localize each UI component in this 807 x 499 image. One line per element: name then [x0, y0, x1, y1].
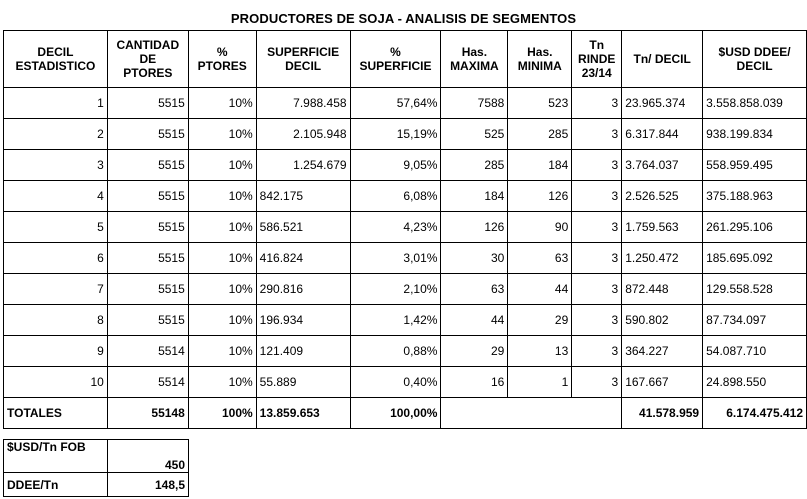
table-cell: 558.959.495 — [703, 150, 807, 181]
totals-label: TOTALES — [4, 398, 108, 429]
table-cell: 290.816 — [256, 274, 350, 305]
table-cell: 44 — [441, 305, 508, 336]
table-cell: 5514 — [107, 367, 188, 398]
footer-fob-label: $USD/Tn FOB — [4, 440, 108, 473]
table-cell: 8 — [4, 305, 108, 336]
table-cell: 3 — [572, 181, 622, 212]
footer-ddee-label: DDEE/Tn — [4, 473, 108, 497]
table-cell: 523 — [508, 88, 572, 119]
column-header — [4, 31, 108, 88]
table-cell: 5515 — [107, 243, 188, 274]
table-cell: 10% — [188, 212, 256, 243]
column-header — [350, 31, 441, 88]
table-cell: 126 — [441, 212, 508, 243]
table-cell: 5514 — [107, 336, 188, 367]
table-cell: 5 — [4, 212, 108, 243]
column-header — [572, 31, 622, 88]
totals-pct-superficie: 100,00% — [350, 398, 441, 429]
table-title: PRODUCTORES DE SOJA - ANALISIS DE SEGMENTOS — [230, 11, 577, 26]
table-cell: 5515 — [107, 305, 188, 336]
table-cell: 63 — [508, 243, 572, 274]
table-cell: 10% — [188, 181, 256, 212]
table-cell: 16 — [441, 367, 508, 398]
table-cell: 10 — [4, 367, 108, 398]
header-text: MINIMA — [517, 59, 562, 73]
table-cell: 938.199.834 — [703, 119, 807, 150]
header-text: DECIL — [285, 59, 322, 73]
header-text: PTORES — [197, 59, 247, 73]
table-cell: 7.988.458 — [256, 88, 350, 119]
table-cell: 1 — [508, 367, 572, 398]
table-row — [4, 367, 807, 398]
table-cell: 3 — [572, 88, 622, 119]
table-cell: 3 — [572, 274, 622, 305]
table-cell: 3 — [572, 336, 622, 367]
table-row — [4, 119, 807, 150]
header-text: Tn — [589, 38, 605, 52]
table-cell: 5515 — [107, 88, 188, 119]
table-cell: 0,40% — [350, 367, 441, 398]
header-text: ESTADISTICO — [15, 59, 96, 73]
table-cell: 3 — [572, 243, 622, 274]
table-cell: 90 — [508, 212, 572, 243]
table-cell: 10% — [188, 150, 256, 181]
header-text: 23/14 — [581, 66, 612, 80]
table-cell: 4,23% — [350, 212, 441, 243]
table-row — [4, 88, 807, 119]
table-cell: 5515 — [107, 212, 188, 243]
table-cell: 184 — [508, 150, 572, 181]
table-cell: 525 — [441, 119, 508, 150]
table-cell: 586.521 — [256, 212, 350, 243]
table-cell: 23.965.374 — [622, 88, 703, 119]
header-text: SUPERFICIE — [267, 45, 340, 59]
table-cell: 5515 — [107, 274, 188, 305]
table-cell: 5515 — [107, 181, 188, 212]
table-cell: 57,64% — [350, 88, 441, 119]
table-cell: 3 — [572, 212, 622, 243]
table-cell: 55.889 — [256, 367, 350, 398]
header-text: % — [216, 45, 228, 59]
table-cell: 9 — [4, 336, 108, 367]
table-cell: 1.759.563 — [622, 212, 703, 243]
header-text: CANTIDAD — [116, 38, 180, 52]
table-cell: 4 — [4, 181, 108, 212]
table-cell: 87.734.097 — [703, 305, 807, 336]
table-cell: 285 — [441, 150, 508, 181]
table-cell: 121.409 — [256, 336, 350, 367]
header-text: Has. — [461, 45, 488, 59]
table-row — [4, 243, 807, 274]
table-cell: 10% — [188, 88, 256, 119]
totals-row — [4, 398, 807, 429]
table-cell: 10% — [188, 367, 256, 398]
table-cell: 10% — [188, 119, 256, 150]
table-cell: 872.448 — [622, 274, 703, 305]
table-cell: 196.934 — [256, 305, 350, 336]
table-cell: 5515 — [107, 119, 188, 150]
table-cell: 44 — [508, 274, 572, 305]
table-cell: 0,88% — [350, 336, 441, 367]
table-cell: 7 — [4, 274, 108, 305]
header-text: % — [390, 45, 401, 59]
header-text: DECIL — [736, 59, 773, 73]
table-cell: 2,10% — [350, 274, 441, 305]
footer-ddee-value: 148,5 — [108, 473, 189, 497]
table-cell: 24.898.550 — [703, 367, 807, 398]
table-cell: 261.295.106 — [703, 212, 807, 243]
table-cell: 364.227 — [622, 336, 703, 367]
column-header — [107, 31, 188, 88]
table-row — [4, 181, 807, 212]
table-row — [4, 305, 807, 336]
table-cell: 13 — [508, 336, 572, 367]
header-text: MAXIMA — [450, 59, 499, 73]
column-header — [188, 31, 256, 88]
totals-empty — [441, 398, 622, 429]
header-text: $USD DDEE/ — [718, 45, 791, 59]
table-cell: 6.317.844 — [622, 119, 703, 150]
table-cell: 1.254.679 — [256, 150, 350, 181]
column-header — [703, 31, 807, 88]
header-text: DECIL — [37, 45, 74, 59]
table-row — [4, 274, 807, 305]
table-cell: 375.188.963 — [703, 181, 807, 212]
header-text: RINDE — [578, 52, 616, 66]
column-header — [441, 31, 508, 88]
table-cell: 3 — [572, 119, 622, 150]
table-cell: 29 — [441, 336, 508, 367]
table-cell: 3 — [572, 305, 622, 336]
footer-fob-value: 450 — [108, 440, 189, 473]
header-row — [4, 31, 807, 88]
header-text: Tn/ DECIL — [633, 52, 691, 66]
column-header — [256, 31, 350, 88]
table-cell: 63 — [441, 274, 508, 305]
table-row — [4, 150, 807, 181]
table-cell: 126 — [508, 181, 572, 212]
header-text: Has. — [527, 45, 553, 59]
totals-tn: 41.578.959 — [622, 398, 703, 429]
table-cell: 167.667 — [622, 367, 703, 398]
table-cell: 6 — [4, 243, 108, 274]
header-text: SUPERFICIE — [359, 59, 432, 73]
table-cell: 285 — [508, 119, 572, 150]
table-cell: 2.105.948 — [256, 119, 350, 150]
table-cell: 3.558.858.039 — [703, 88, 807, 119]
table-cell: 10% — [188, 305, 256, 336]
totals-cantidad: 55148 — [107, 398, 188, 429]
footer-table — [3, 439, 189, 497]
header-text: PTORES — [123, 66, 173, 80]
table-cell: 3 — [4, 150, 108, 181]
table-cell: 1,42% — [350, 305, 441, 336]
table-cell: 54.087.710 — [703, 336, 807, 367]
table-row — [4, 336, 807, 367]
table-cell: 3 — [572, 367, 622, 398]
table-cell: 5515 — [107, 150, 188, 181]
table-cell: 185.695.092 — [703, 243, 807, 274]
table-cell: 2 — [4, 119, 108, 150]
table-cell: 29 — [508, 305, 572, 336]
column-header — [508, 31, 572, 88]
table-cell: 590.802 — [622, 305, 703, 336]
table-cell: 15,19% — [350, 119, 441, 150]
table-cell: 7588 — [441, 88, 508, 119]
totals-superficie: 13.859.653 — [256, 398, 350, 429]
table-cell: 1.250.472 — [622, 243, 703, 274]
table-cell: 30 — [441, 243, 508, 274]
table-cell: 3,01% — [350, 243, 441, 274]
table-cell: 2.526.525 — [622, 181, 703, 212]
table-cell: 842.175 — [256, 181, 350, 212]
totals-pct-ptores: 100% — [188, 398, 256, 429]
table-row — [4, 212, 807, 243]
segments-table — [3, 30, 807, 429]
table-cell: 10% — [188, 274, 256, 305]
header-text: DE — [139, 52, 157, 66]
table-cell: 9,05% — [350, 150, 441, 181]
table-cell: 129.558.528 — [703, 274, 807, 305]
table-cell: 184 — [441, 181, 508, 212]
totals-usd: 6.174.475.412 — [703, 398, 807, 429]
table-cell: 10% — [188, 243, 256, 274]
table-cell: 416.824 — [256, 243, 350, 274]
footer-row-fob — [4, 440, 189, 473]
footer-row-ddee — [4, 473, 189, 497]
table-cell: 10% — [188, 336, 256, 367]
column-header — [622, 31, 703, 88]
table-cell: 6,08% — [350, 181, 441, 212]
table-cell: 1 — [4, 88, 108, 119]
table-cell: 3.764.037 — [622, 150, 703, 181]
table-cell: 3 — [572, 150, 622, 181]
